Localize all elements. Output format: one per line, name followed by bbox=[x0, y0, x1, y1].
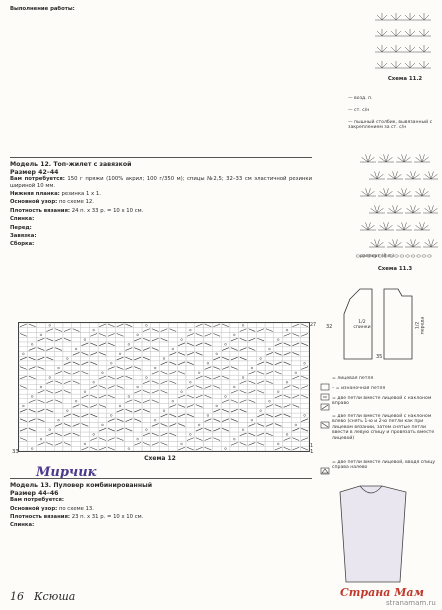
model13-materials: Вам потребуется: bbox=[10, 497, 65, 504]
model13-size: Размер 44–46 bbox=[10, 489, 59, 497]
model12-lower-edge: Нижняя планка: резинка 1 x 1. bbox=[10, 191, 101, 197]
legend-purl: – = изнаночная петля bbox=[332, 386, 386, 391]
chart12-row-top: 27 bbox=[310, 323, 317, 328]
dim-32: 32 bbox=[326, 324, 333, 330]
model13-back: Спинка: bbox=[10, 522, 35, 529]
legend-k2tog-l-symbol bbox=[320, 414, 330, 433]
divider bbox=[10, 157, 312, 158]
magazine-name: Ксюша bbox=[34, 590, 76, 603]
legend-k2tog-rl-symbol bbox=[320, 460, 330, 479]
chart12-left-num: 33 bbox=[12, 449, 19, 455]
model12-materials: Вам потребуется: 150 г пряжи (100% акрил; 100 г/350 м); спицы №2,5; 32–33 см эластичной резинки шириной 10 мм. bbox=[10, 176, 313, 189]
schema-11-2-caption: Схема 11.2 bbox=[387, 76, 423, 82]
schema-11-3-caption: Схема 11.3 bbox=[377, 266, 413, 272]
crochet-schema-top bbox=[320, 4, 438, 76]
model13-schematic bbox=[320, 482, 438, 592]
rapport-label: раппорт (8 п.) bbox=[360, 254, 395, 259]
legend-k2tog-rl: = две петли вместе лицевой, вводя спицу справа налево bbox=[332, 460, 436, 471]
legend-k2tog-right: = две петли вместе лицевой с наклоном вправо bbox=[332, 396, 432, 407]
label-half-front: 1/2 переда bbox=[415, 316, 426, 335]
model12-front: Перед: bbox=[10, 224, 32, 231]
divider-13 bbox=[10, 478, 312, 479]
dim-35: 35 bbox=[376, 354, 383, 360]
legend-puff: — пышный столбик, вывязанный с закреплением за ст. с/н bbox=[348, 120, 433, 131]
chart-12-grid bbox=[19, 323, 309, 451]
mirchik-watermark: Мирчик bbox=[36, 465, 97, 480]
model13-main-pattern: Основной узор: по схеме 13. bbox=[10, 505, 94, 512]
model12-back: Спинка: bbox=[10, 216, 35, 223]
label-half-back: 1/2 спинки bbox=[353, 320, 371, 331]
work-label: Выполнение работы: bbox=[10, 6, 75, 12]
site-watermark-url: stranamam.ru bbox=[386, 599, 436, 607]
model12-ties: Завязка: bbox=[10, 233, 37, 240]
model13-title: Модель 13. Пуловер комбинированный bbox=[10, 482, 153, 489]
crochet-schema-bottom bbox=[320, 144, 438, 264]
chart-12 bbox=[18, 322, 310, 452]
legend-knit: = лицевая петля bbox=[332, 376, 374, 381]
chart12-right-num: 1 bbox=[310, 449, 314, 455]
legend-k2tog-r-symbol bbox=[320, 396, 330, 415]
chart12-row-bottom: 1 bbox=[310, 444, 314, 449]
left-column bbox=[10, 6, 312, 250]
model12-title: Модель 12. Топ-жилет с завязкой bbox=[10, 161, 132, 168]
intro-text bbox=[10, 6, 312, 152]
model12-gauge: Плотность вязания: 24 п. х 33 р. = 10 х 10 см. bbox=[10, 207, 144, 214]
model12-main-pattern: Основной узор: по схеме 12. bbox=[10, 199, 94, 206]
page-number: 16 bbox=[10, 590, 24, 603]
intro-paragraph-1 bbox=[10, 6, 312, 12]
model12-assembly: Сборка: bbox=[10, 241, 35, 248]
model12-size: Размер 42–44 bbox=[10, 168, 59, 176]
chart12-caption: Схема 12 bbox=[144, 455, 176, 462]
legend-double-crochet: — ст. с/н bbox=[348, 108, 370, 113]
site-watermark: Страна Мам bbox=[340, 586, 424, 599]
model13-gauge: Плотность вязания: 23 п. х 31 р. = 10 х 10 см. bbox=[10, 514, 144, 520]
model13-block bbox=[10, 478, 312, 531]
right-column bbox=[320, 4, 438, 471]
legend-air-loop: — возд. п. bbox=[348, 96, 373, 101]
legend-k2tog-left: = две петли вместе лицевой с наклоном влево (снять 1-ю и 2-ю петли как при лицевом вязании, затем снятые петли ввести в левую спицу и провязать вместе лицевой) bbox=[332, 414, 435, 441]
